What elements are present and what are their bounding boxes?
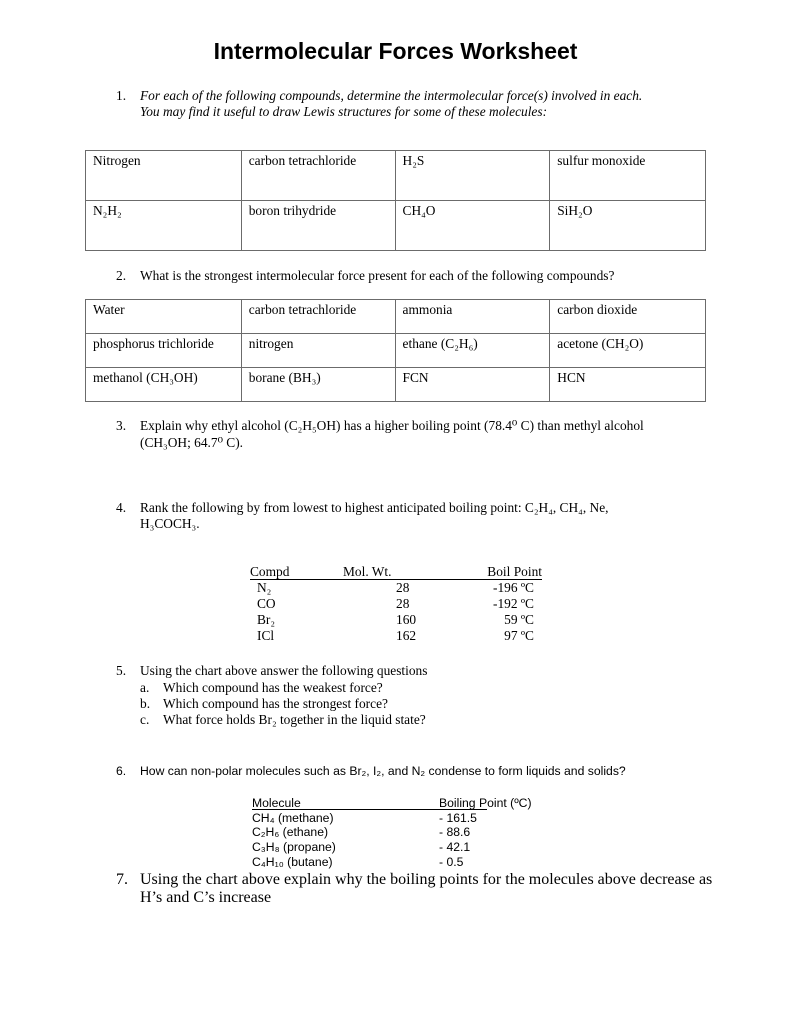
question-number: 6. [116,764,127,778]
chart-header-row [252,796,542,811]
table-row [86,368,706,402]
table-cell: ammonia [395,300,550,334]
question-text-line1: Rank the following by from lowest to highest anticipated boiling point: C₂H₄, CH₄, Ne, [140,500,609,515]
table-cell: N₂H₂ [86,201,242,251]
header-mol-wt: Mol. Wt. [343,564,392,579]
sub-question-letter: a. [140,680,150,695]
table-cell: Nitrogen [86,151,242,201]
molecule: C₃H₈ (propane) [252,840,336,855]
header-compd: Compd [250,564,290,579]
table-cell: ethane (C₂H₆) [395,334,550,368]
table-row [86,334,706,368]
question-text-line2: H’s and C’s increase [140,889,272,906]
table-cell: methanol (CH₃OH) [86,368,242,402]
chart-row [250,580,542,596]
molecule: C₂H₆ (ethane) [252,825,329,840]
table-cell: SiH₂O [550,201,706,251]
table-cell: carbon dioxide [550,300,706,334]
chart-row [252,825,542,840]
compound: N₂ [257,580,272,595]
boil-point: -192 ºC [493,596,534,611]
header-boil-point: Boil Point [487,564,542,579]
table-cell: sulfur monoxide [550,151,706,201]
compound: CO [257,596,276,611]
question-text-line1: For each of the following compounds, determine the intermolecular force(s) involved in each. [140,88,643,103]
chart-row [250,596,542,612]
question-number: 4. [116,500,127,515]
boiling-point: - 88.6 [439,825,471,840]
boiling-point-chart-1 [250,564,542,644]
table-cell: borane (BH₃) [241,368,395,402]
header-molecule: Molecule [252,796,301,810]
question-number: 2. [116,268,127,283]
table-cell: nitrogen [241,334,395,368]
boiling-point: - 161.5 [439,810,477,825]
boiling-point: - 0.5 [439,854,464,869]
boiling-point: - 42.1 [439,840,471,855]
boil-point: -196 ºC [493,580,534,595]
table-cell: HCN [550,368,706,402]
table-row [86,151,706,201]
table-cell: CH₄O [395,201,550,251]
boiling-point-chart-2 [252,796,542,869]
table-row [86,201,706,251]
compound: Br₂ [257,612,276,627]
molecule: C₄H₁₀ (butane) [252,854,333,869]
header-boiling-point: Boiling Point (ºC) [439,796,532,810]
table-cell: H₂S [395,151,550,201]
table-cell: phosphorus trichloride [86,334,242,368]
question-number: 1. [116,88,127,103]
compound: ICl [257,628,275,643]
sub-question-letter: c. [140,712,150,727]
question-text: Using the chart above answer the following questions [140,663,428,678]
table-cell: Water [86,300,242,334]
boil-point: 97 ºC [504,628,534,643]
chart-row [252,811,542,826]
chart-row [250,628,542,644]
table-cell: acetone (CH₂O) [550,334,706,368]
question-text-line1: Using the chart above explain why the boiling points for the molecules above decrease as [140,871,713,888]
table-cell: carbon tetrachloride [241,151,395,201]
mol-wt: 162 [396,628,417,643]
mol-wt: 160 [396,612,417,627]
question-number: 5. [116,663,127,678]
sub-question-text: Which compound has the weakest force? [163,680,383,695]
table-cell: boron trihydride [241,201,395,251]
sub-question-text: Which compound has the strongest force? [163,696,388,711]
table-cell: carbon tetrachloride [241,300,395,334]
page-title: Intermolecular Forces Worksheet [213,38,578,64]
table-row [86,300,706,334]
chart-row [252,855,542,870]
question-number: 7. [116,871,128,888]
boil-point: 59 ºC [504,612,534,627]
question-text-line2: You may find it useful to draw Lewis structures for some of these molecules: [140,104,548,119]
question-text-line1: Explain why ethyl alcohol (C₂H₅OH) has a higher boiling point (78.4⁰ C) than methyl alcohol [140,418,644,433]
mol-wt: 28 [396,580,410,595]
question-text: What is the strongest intermolecular force present for each of the following compounds? [140,268,615,283]
table-cell: FCN [395,368,550,402]
question-number: 3. [116,418,127,433]
question-text-line2: H₃COCH₃. [140,516,200,531]
chart-row [250,612,542,628]
chart-row [252,840,542,855]
sub-question-letter: b. [140,696,151,711]
sub-question-text: What force holds Br₂ together in the liquid state? [163,712,426,727]
q1-compound-table [85,150,706,251]
question-text: How can non-polar molecules such as Br₂, I₂, and N₂ condense to form liquids and solids? [140,764,626,778]
chart-header-row [250,564,542,580]
question-text-line2: (CH₃OH; 64.7⁰ C). [140,435,244,450]
molecule: CH₄ (methane) [252,810,334,825]
mol-wt: 28 [396,596,410,611]
q2-compound-table [85,299,706,402]
